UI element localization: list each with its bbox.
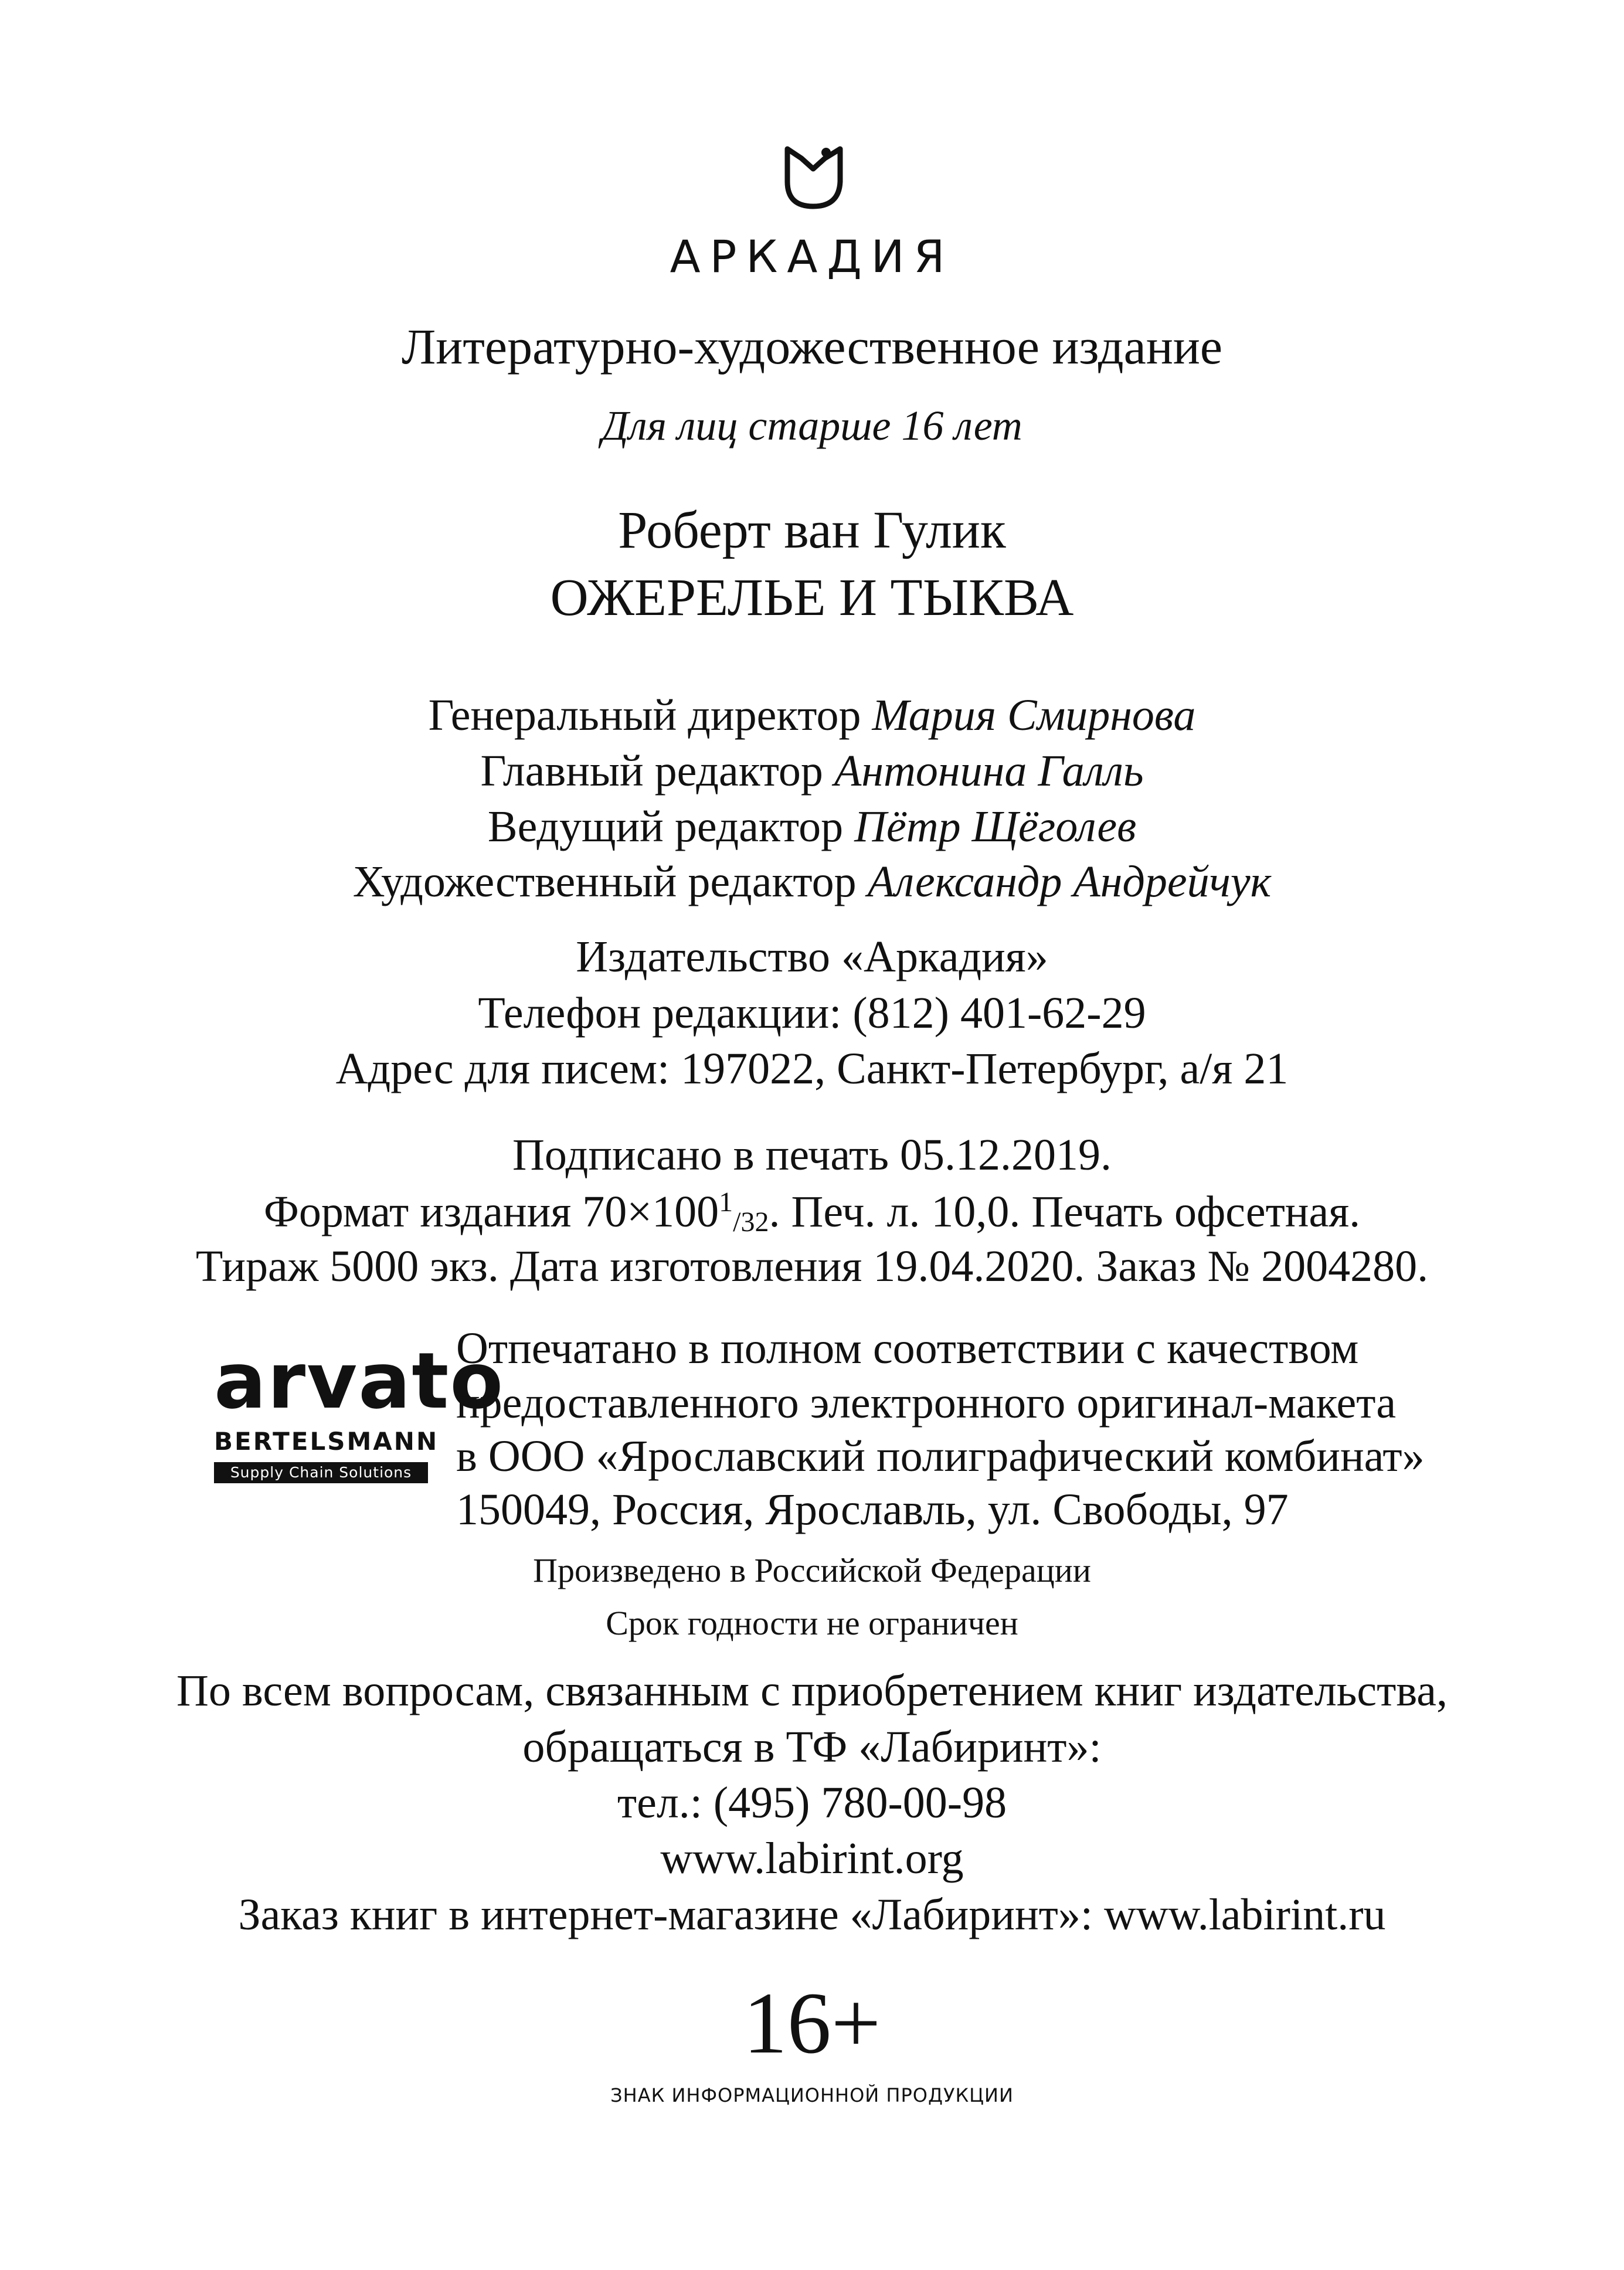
bertelsmann-logo-name: BERTELSMANN <box>214 1427 439 1456</box>
contact-phone: тел.: (495) 780-00-98 <box>617 1778 1007 1827</box>
arvato-logo <box>214 1336 505 1483</box>
publisher-phone: Телефон редакции: (812) 401-62-29 <box>478 988 1146 1038</box>
print-format <box>0 1188 1624 1236</box>
made-in-note: Произведено в Российской Федерации <box>533 1551 1091 1589</box>
staff-person: Мария Смирнова <box>872 691 1196 740</box>
format-numerator: 1 <box>719 1187 733 1218</box>
contact-line: По всем вопросам, связанным с приобретением книг издательства, <box>176 1666 1448 1715</box>
book-author: Роберт ван Гулик <box>618 501 1006 559</box>
staff-line <box>0 859 1624 904</box>
printer-info-line: в ООО «Ярославский полиграфический комбинат» <box>456 1432 1425 1481</box>
format-prefix: Формат издания 70×100 <box>263 1187 719 1236</box>
publisher-logo-name: АРКАДИЯ <box>670 230 954 283</box>
publisher-address: Адрес для писем: 197022, Санкт-Петербург, а/я 21 <box>335 1044 1289 1093</box>
contact-line: обращаться в ТФ «Лабиринт»: <box>522 1722 1102 1772</box>
format-denominator: /32 <box>733 1207 769 1238</box>
staff-role: Ведущий редактор <box>487 802 844 851</box>
staff-line <box>0 693 1624 738</box>
staff-role: Художественный редактор <box>352 857 857 906</box>
staff-person: Антонина Галль <box>834 746 1144 796</box>
book-title: ОЖЕРЕЛЬЕ И ТЫКВА <box>550 569 1074 627</box>
tulip-bird-icon <box>779 141 848 215</box>
staff-line <box>0 746 1624 796</box>
age-note: Для лиц старше 16 лет <box>602 402 1022 449</box>
supply-chain-tagline: Supply Chain Solutions <box>214 1462 428 1483</box>
print-run: Тираж 5000 экз. Дата изготовления 19.04.2020. Заказ № 2004280. <box>195 1242 1429 1291</box>
staff-person: Александр Андрейчук <box>867 857 1272 906</box>
staff-person: Пётр Щёголев <box>854 802 1137 851</box>
format-suffix: . Печ. л. 10,0. Печать офсетная. <box>769 1187 1361 1236</box>
contact-shop: Заказ книг в интернет-магазине «Лабиринт»: www.labirint.ru <box>238 1890 1386 1939</box>
printer-address: 150049, Россия, Ярославль, ул. Свободы, 97 <box>456 1485 1289 1534</box>
staff-role: Главный редактор <box>480 746 823 796</box>
contact-website: www.labirint.org <box>660 1834 964 1883</box>
printer-info-line: предоставленного электронного оригинал-макета <box>456 1378 1397 1428</box>
age-rating-sign: 16+ <box>743 1975 881 2072</box>
arvato-logo-name: arvato <box>214 1336 505 1426</box>
print-signed-date: Подписано в печать 05.12.2019. <box>512 1130 1112 1180</box>
printer-info-line: Отпечатано в полном соответствии с качеством <box>456 1324 1359 1373</box>
edition-type: Литературно-художественное издание <box>401 318 1223 375</box>
staff-role: Генеральный директор <box>428 691 861 740</box>
publisher-name: Издательство «Аркадия» <box>576 932 1048 981</box>
shelf-life-note: Срок годности не ограничен <box>606 1604 1018 1642</box>
staff-line <box>0 804 1624 849</box>
age-rating-caption: ЗНАК ИНФОРМАЦИОННОЙ ПРОДУКЦИИ <box>610 2084 1014 2106</box>
